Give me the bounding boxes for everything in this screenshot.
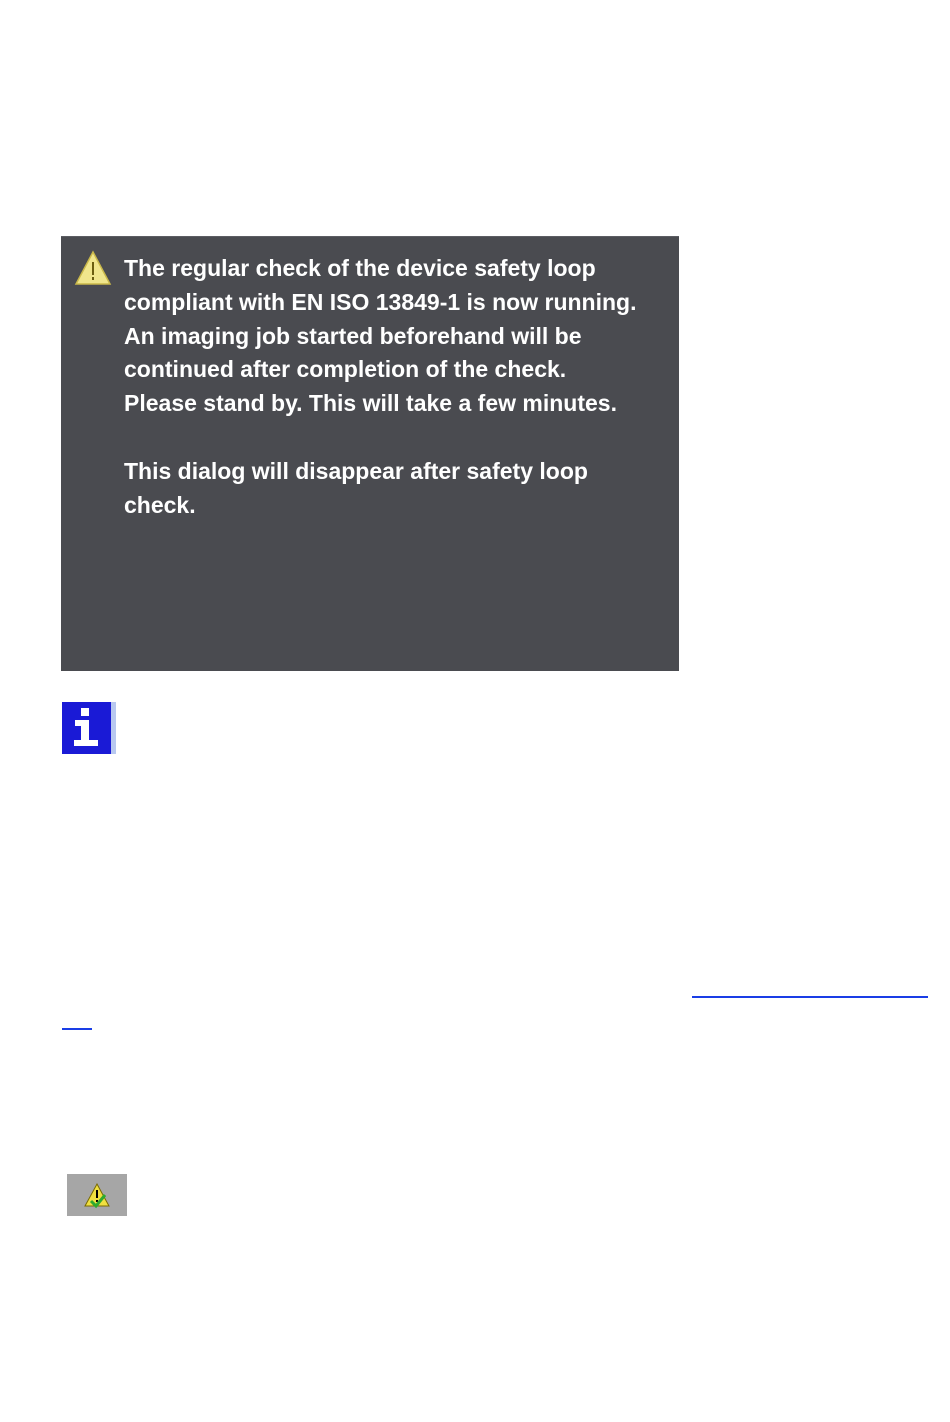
- hyperlink-underline[interactable]: [692, 996, 928, 998]
- warning-triangle-icon: [74, 250, 112, 286]
- info-icon: [62, 702, 116, 754]
- warning-check-icon: [83, 1181, 111, 1209]
- hyperlink-underline-continued[interactable]: [62, 1028, 92, 1030]
- safety-status-button[interactable]: [67, 1174, 127, 1216]
- dialog-line-check-running: The regular check of the device safety loop compliant with EN ISO 13849-1 is now running.: [124, 255, 637, 315]
- dialog-line-stand-by: Please stand by. This will take a few minutes.: [124, 390, 617, 417]
- dialog-line-job-continued: An imaging job started beforehand will be continued after completion of the check.: [124, 322, 582, 383]
- dialog-spacer: [124, 421, 664, 455]
- dialog-footer-note: This dialog will disappear after safety loop check.: [124, 457, 588, 518]
- safety-loop-dialog: [61, 236, 679, 671]
- dialog-message: [124, 252, 664, 522]
